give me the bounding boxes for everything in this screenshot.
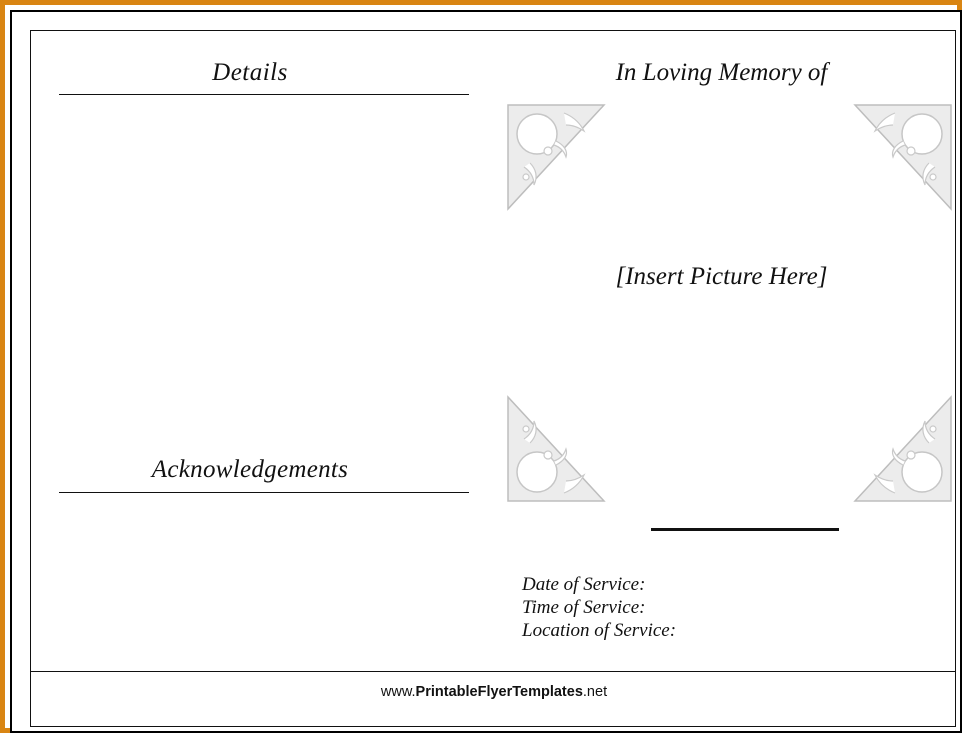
location-of-service-label: Location of Service: [522,620,677,641]
left-column [31,31,486,671]
memorial-heading: In Loving Memory of [615,59,828,86]
footer-site-name: PrintableFlyerTemplates [415,684,583,700]
right-column [486,31,956,671]
time-of-service-label: Time of Service: [522,597,646,618]
footer-prefix: www. [380,684,416,700]
acknowledgements-underline [59,492,469,493]
details-underline [59,94,469,95]
document-sheet [30,30,956,727]
footer-divider [31,671,956,672]
corner-ornament-icon [504,101,608,213]
corner-ornament-icon [851,101,955,213]
details-heading: Details [212,59,288,86]
insert-picture-placeholder: [Insert Picture Here] [615,263,828,290]
signature-line [651,528,839,531]
corner-ornament-icon [504,393,608,505]
acknowledgements-heading: Acknowledgements [151,456,349,483]
page-inner-border [10,10,962,733]
service-details [522,573,676,642]
footer-website [31,684,956,700]
footer-suffix: .net [582,684,608,700]
corner-ornament-icon [851,393,955,505]
date-of-service-label: Date of Service: [522,574,646,595]
